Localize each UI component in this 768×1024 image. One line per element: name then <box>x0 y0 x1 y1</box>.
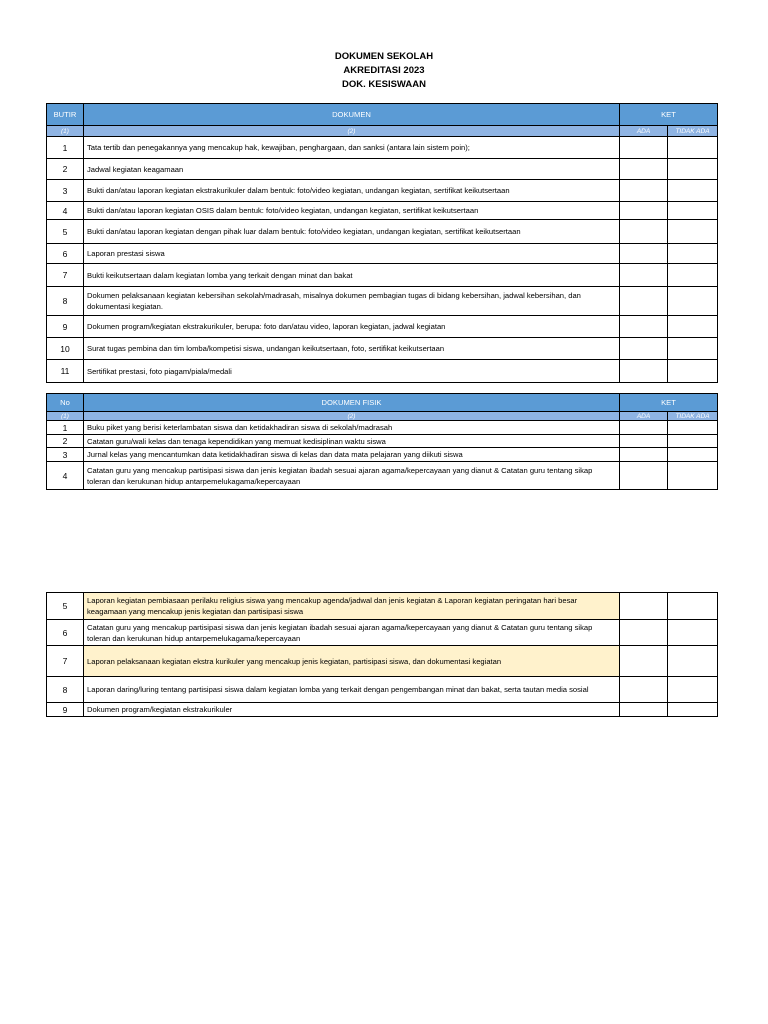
row-number: 7 <box>47 646 84 677</box>
row-document-text: Surat tugas pembina dan tim lomba/kompetisi siswa, undangan keikutsertaan, foto, sertifikat keikutsertaan <box>84 338 620 360</box>
cell-tidak-ada[interactable] <box>668 202 718 220</box>
table-row <box>47 244 718 264</box>
table-row <box>47 593 718 620</box>
row-number: 1 <box>47 421 84 435</box>
table-header-row <box>47 394 718 412</box>
subheader-tidak-ada: TIDAK ADA <box>668 412 718 421</box>
cell-tidak-ada[interactable] <box>668 287 718 316</box>
col-header-ket: KET <box>620 104 718 126</box>
table-row <box>47 677 718 703</box>
cell-tidak-ada[interactable] <box>668 620 718 646</box>
subheader-1: (1) <box>47 126 84 137</box>
cell-ada[interactable] <box>620 287 668 316</box>
row-number: 6 <box>47 620 84 646</box>
table-row <box>47 462 718 490</box>
row-number: 2 <box>47 159 84 180</box>
table-subheader-row <box>47 412 718 421</box>
table-row <box>47 448 718 462</box>
cell-tidak-ada[interactable] <box>668 316 718 338</box>
row-document-text: Laporan kegiatan pembiasaan perilaku religius siswa yang mencakup agenda/jadwal dan jenis kegiatan & Laporan kegiatan peringatan hari besar keagamaan yang mencakup jenis kegiatan dan partisipasi siswa <box>84 593 620 620</box>
table-row <box>47 137 718 159</box>
cell-ada[interactable] <box>620 620 668 646</box>
table-row <box>47 703 718 717</box>
row-document-text: Catatan guru yang mencakup partisipasi siswa dan jenis kegiatan ibadah sesuai ajaran agama/kepercayaan yang dianut & Catatan guru tentang sikap toleran dan kerukunan hidup antarpemelukagama/kepercayaan <box>84 620 620 646</box>
cell-ada[interactable] <box>620 316 668 338</box>
row-number: 9 <box>47 703 84 717</box>
cell-ada[interactable] <box>620 137 668 159</box>
title-line-2: AKREDITASI 2023 <box>343 65 425 76</box>
row-number: 1 <box>47 137 84 159</box>
row-document-text: Buku piket yang berisi keterlambatan siswa dan ketidakhadiran siswa di sekolah/madrasah <box>84 421 620 435</box>
cell-ada[interactable] <box>620 435 668 448</box>
cell-ada[interactable] <box>620 646 668 677</box>
cell-tidak-ada[interactable] <box>668 462 718 490</box>
row-document-text: Catatan guru/wali kelas dan tenaga kependidikan yang memuat kedisiplinan waktu siswa <box>84 435 620 448</box>
row-number: 5 <box>47 593 84 620</box>
cell-tidak-ada[interactable] <box>668 435 718 448</box>
row-document-text: Jurnal kelas yang mencantumkan data ketidakhadiran siswa di kelas dan data mata pelajaran yang diikuti siswa <box>84 448 620 462</box>
cell-tidak-ada[interactable] <box>668 159 718 180</box>
cell-tidak-ada[interactable] <box>668 646 718 677</box>
row-document-text: Dokumen program/kegiatan ekstrakurikuler <box>84 703 620 717</box>
cell-ada[interactable] <box>620 448 668 462</box>
subheader-1: (1) <box>47 412 84 421</box>
row-document-text: Bukti dan/atau laporan kegiatan ekstrakurikuler dalam bentuk: foto/video kegiatan, undangan kegiatan, sertifikat keikutsertaan <box>84 180 620 202</box>
col-header-butir: BUTIR <box>47 104 84 126</box>
cell-ada[interactable] <box>620 180 668 202</box>
cell-ada[interactable] <box>620 264 668 287</box>
subheader-2: (2) <box>84 412 620 421</box>
row-number: 3 <box>47 448 84 462</box>
row-document-text: Bukti dan/atau laporan kegiatan OSIS dalam bentuk: foto/video kegiatan, undangan kegiatan, sertifikat keikutsertaan <box>84 202 620 220</box>
cell-tidak-ada[interactable] <box>668 220 718 244</box>
row-number: 2 <box>47 435 84 448</box>
table-row <box>47 202 718 220</box>
row-document-text: Laporan prestasi siswa <box>84 244 620 264</box>
cell-tidak-ada[interactable] <box>668 593 718 620</box>
row-number: 11 <box>47 360 84 383</box>
cell-tidak-ada[interactable] <box>668 703 718 717</box>
checklist-table-lanjutan <box>46 592 718 717</box>
row-document-text: Dokumen pelaksanaan kegiatan kebersihan sekolah/madrasah, misalnya dokumen pembagian tugas di bidang kebersihan, jadwal kebersihan, dan dokumentasi kegiatan. <box>84 287 620 316</box>
table-row <box>47 360 718 383</box>
cell-tidak-ada[interactable] <box>668 360 718 383</box>
cell-ada[interactable] <box>620 593 668 620</box>
cell-ada[interactable] <box>620 462 668 490</box>
row-document-text: Jadwal kegiatan keagamaan <box>84 159 620 180</box>
cell-ada[interactable] <box>620 202 668 220</box>
row-number: 10 <box>47 338 84 360</box>
cell-tidak-ada[interactable] <box>668 421 718 435</box>
row-document-text: Laporan daring/luring tentang partisipasi siswa dalam kegiatan lomba yang terkait dengan pengembangan minat dan bakat, serta tautan media sosial <box>84 677 620 703</box>
cell-tidak-ada[interactable] <box>668 244 718 264</box>
cell-ada[interactable] <box>620 677 668 703</box>
row-number: 4 <box>47 462 84 490</box>
checklist-table-dokumen-fisik <box>46 393 718 490</box>
cell-tidak-ada[interactable] <box>668 448 718 462</box>
col-header-dokumen-fisik: DOKUMEN FISIK <box>84 394 620 412</box>
row-number: 4 <box>47 202 84 220</box>
cell-tidak-ada[interactable] <box>668 677 718 703</box>
cell-tidak-ada[interactable] <box>668 137 718 159</box>
cell-ada[interactable] <box>620 421 668 435</box>
table-row <box>47 159 718 180</box>
row-number: 5 <box>47 220 84 244</box>
table-row <box>47 421 718 435</box>
document-title <box>0 50 768 92</box>
row-document-text: Tata tertib dan penegakannya yang mencakup hak, kewajiban, penghargaan, dan sanksi (antara lain sistem poin); <box>84 137 620 159</box>
table-row <box>47 338 718 360</box>
checklist-table-dokumen <box>46 103 718 383</box>
table-row <box>47 435 718 448</box>
table-row <box>47 316 718 338</box>
row-number: 7 <box>47 264 84 287</box>
cell-ada[interactable] <box>620 703 668 717</box>
cell-ada[interactable] <box>620 338 668 360</box>
row-document-text: Bukti keikutsertaan dalam kegiatan lomba yang terkait dengan minat dan bakat <box>84 264 620 287</box>
table-subheader-row <box>47 126 718 137</box>
row-document-text: Bukti dan/atau laporan kegiatan dengan pihak luar dalam bentuk: foto/video kegiatan, undangan kegiatan, sertifikat keikutsertaan <box>84 220 620 244</box>
title-line-3: DOK. KESISWAAN <box>342 79 426 90</box>
row-number: 9 <box>47 316 84 338</box>
row-document-text: Laporan pelaksanaan kegiatan ekstra kurikuler yang mencakup jenis kegiatan, partisipasi siswa, dan dokumentasi kegiatan <box>84 646 620 677</box>
cell-ada[interactable] <box>620 244 668 264</box>
cell-tidak-ada[interactable] <box>668 264 718 287</box>
row-number: 3 <box>47 180 84 202</box>
row-document-text: Catatan guru yang mencakup partisipasi siswa dan jenis kegiatan ibadah sesuai ajaran agama/kepercayaan yang dianut & Catatan guru tentang sikap toleran dan kerukunan hidup antarpemelukagama/kepercayaan <box>84 462 620 490</box>
cell-ada[interactable] <box>620 159 668 180</box>
row-number: 8 <box>47 287 84 316</box>
col-header-ket: KET <box>620 394 718 412</box>
col-header-no: No <box>47 394 84 412</box>
table-row <box>47 220 718 244</box>
table-header-row <box>47 104 718 126</box>
row-number: 6 <box>47 244 84 264</box>
cell-ada[interactable] <box>620 220 668 244</box>
cell-tidak-ada[interactable] <box>668 338 718 360</box>
col-header-dokumen: DOKUMEN <box>84 104 620 126</box>
table-row <box>47 180 718 202</box>
row-document-text: Sertifikat prestasi, foto piagam/piala/medali <box>84 360 620 383</box>
subheader-ada: ADA <box>620 412 668 421</box>
table-row <box>47 620 718 646</box>
subheader-ada: ADA <box>620 126 668 137</box>
table-row <box>47 646 718 677</box>
table-row <box>47 264 718 287</box>
cell-tidak-ada[interactable] <box>668 180 718 202</box>
row-number: 8 <box>47 677 84 703</box>
cell-ada[interactable] <box>620 360 668 383</box>
title-line-1: DOKUMEN SEKOLAH <box>334 51 434 62</box>
subheader-tidak-ada: TIDAK ADA <box>668 126 718 137</box>
table-row <box>47 287 718 316</box>
subheader-2: (2) <box>84 126 620 137</box>
row-document-text: Dokumen program/kegiatan ekstrakurikuler, berupa: foto dan/atau video, laporan kegiatan, jadwal kegiatan <box>84 316 620 338</box>
